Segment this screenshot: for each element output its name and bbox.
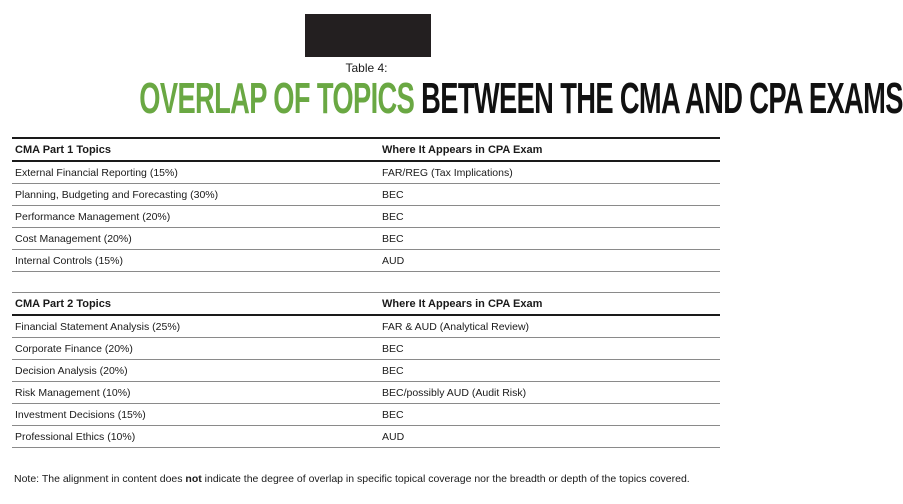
topic-cell: Corporate Finance (20%) [15, 342, 133, 355]
table-row [12, 338, 720, 360]
cpa-cell: BEC [382, 210, 404, 223]
table-row [12, 228, 720, 250]
table-row [12, 162, 720, 184]
cpa-cell: FAR & AUD (Analytical Review) [382, 320, 530, 333]
cpa-cell: AUD [382, 254, 405, 267]
table-header [12, 137, 720, 162]
table-row [12, 316, 720, 338]
topic-cell: Professional Ethics (10%) [15, 430, 136, 443]
cma-part1-table [12, 137, 720, 272]
title-dark-part: BETWEEN THE CMA AND CPA EXAMS [414, 74, 903, 123]
topic-cell: Performance Management (20%) [15, 210, 171, 223]
header-black-bar [305, 14, 431, 57]
header-topic: CMA Part 2 Topics [15, 297, 111, 310]
cpa-cell: BEC [382, 188, 404, 201]
table-row [12, 382, 720, 404]
cpa-cell: BEC [382, 408, 404, 421]
cpa-cell: AUD [382, 430, 405, 443]
header-cpa: Where It Appears in CPA Exam [382, 297, 543, 310]
header-topic: CMA Part 1 Topics [15, 143, 111, 156]
page-title [139, 74, 903, 124]
cpa-cell: BEC/possibly AUD (Audit Risk) [382, 386, 527, 399]
topic-cell: Financial Statement Analysis (25%) [15, 320, 181, 333]
cma-part2-table [12, 292, 720, 448]
header-cpa: Where It Appears in CPA Exam [382, 143, 543, 156]
table-row [12, 206, 720, 228]
footnote [14, 473, 690, 485]
table-row [12, 250, 720, 272]
cpa-cell: FAR/REG (Tax Implications) [382, 166, 513, 179]
table-row [12, 404, 720, 426]
topic-cell: Investment Decisions (15%) [15, 408, 146, 421]
topic-cell: Cost Management (20%) [15, 232, 132, 245]
topic-cell: Risk Management (10%) [15, 386, 131, 399]
cpa-cell: BEC [382, 364, 404, 377]
note-suffix: indicate the degree of overlap in specific topical coverage nor the breadth or depth of the topics covered. [201, 473, 690, 485]
topic-cell: Decision Analysis (20%) [15, 364, 128, 377]
topic-cell: Planning, Budgeting and Forecasting (30%) [15, 188, 219, 201]
table-row [12, 426, 720, 448]
note-prefix: Note: The alignment in content does [14, 473, 186, 485]
cpa-cell: BEC [382, 342, 404, 355]
table-header [12, 292, 720, 316]
table-label: Table 4: [345, 61, 388, 75]
note-bold: not [185, 473, 202, 485]
title-green-part: OVERLAP OF TOPICS [139, 74, 415, 123]
cpa-cell: BEC [382, 232, 404, 245]
table-row [12, 184, 720, 206]
topic-cell: External Financial Reporting (15%) [15, 166, 178, 179]
table-row [12, 360, 720, 382]
topic-cell: Internal Controls (15%) [15, 254, 123, 267]
